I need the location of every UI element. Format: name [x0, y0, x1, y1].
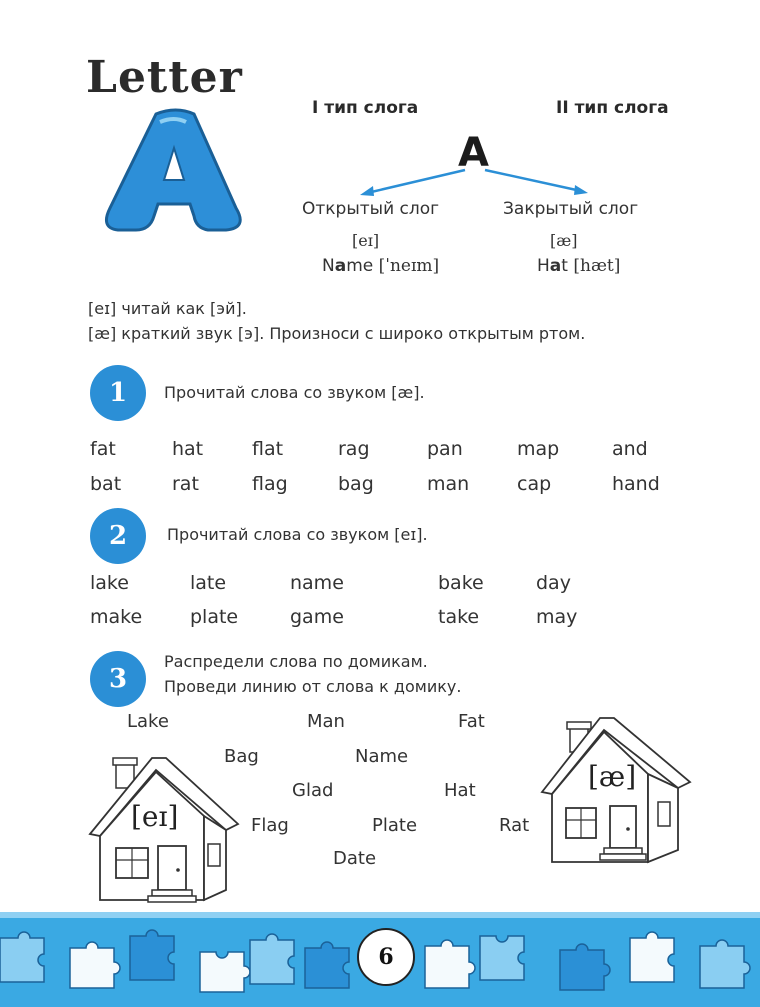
ex1-word: rag — [338, 438, 370, 460]
page-number: 6 — [357, 928, 415, 986]
open-example-pre: N — [322, 256, 335, 276]
closed-example-transcription: [hæt] — [573, 256, 621, 276]
exercise-1-number: 1 — [90, 365, 146, 421]
house-left-label: [eɪ] — [131, 800, 179, 833]
sort-word[interactable]: Name — [355, 746, 409, 767]
sort-word[interactable]: Flag — [251, 815, 289, 836]
house-right-label: [æ] — [588, 760, 637, 793]
page-title: Letter — [86, 52, 243, 103]
ex1-word: flag — [252, 473, 288, 495]
syllable-type-2: II тип слога — [556, 98, 669, 118]
sort-word[interactable]: Date — [333, 848, 377, 869]
exercise-3-instruction-1: Распредели слова по домикам. — [164, 652, 428, 671]
exercise-1-instruction: Прочитай слова со звуком [æ]. — [164, 383, 425, 402]
ex1-word: man — [427, 473, 470, 495]
ex1-word: cap — [517, 473, 552, 495]
ex1-word: hand — [612, 473, 660, 495]
rule-ei: [eɪ] читай как [эй]. — [88, 299, 247, 318]
sort-word[interactable]: Glad — [292, 780, 334, 801]
ex2-word: game — [290, 606, 344, 628]
syllable-arrows — [355, 165, 595, 200]
ex2-word: may — [536, 606, 578, 628]
closed-syllable-label: Закрытый слог — [503, 199, 639, 219]
exercise-3-number: 3 — [90, 651, 146, 707]
closed-example-vowel: a — [549, 256, 562, 276]
ex1-word: bat — [90, 473, 122, 495]
ex1-word: fat — [90, 438, 116, 460]
ex2-word: lake — [90, 572, 129, 594]
sort-word[interactable]: Rat — [499, 815, 530, 836]
exercise-3-instruction-2: Проведи линию от слова к домику. — [164, 677, 462, 696]
sort-word[interactable]: Lake — [127, 711, 169, 732]
open-example-post: me — [346, 256, 374, 276]
sort-word[interactable]: Plate — [372, 815, 418, 836]
ex2-word: late — [190, 572, 227, 594]
exercise-2-number: 2 — [90, 508, 146, 564]
center-letter: A — [458, 130, 489, 176]
sort-word[interactable]: Hat — [444, 780, 476, 801]
ex2-word: day — [536, 572, 571, 594]
ex2-word: name — [290, 572, 344, 594]
ex2-word: bake — [438, 572, 484, 594]
exercise-2-instruction: Прочитай слова со звуком [eɪ]. — [167, 525, 428, 544]
closed-example-post: t — [561, 256, 568, 276]
open-transcription: [eɪ] — [352, 231, 380, 250]
open-example-transcription: [ˈneɪm] — [378, 256, 440, 276]
syllable-type-1: I тип слога — [312, 98, 419, 118]
ex2-word: plate — [190, 606, 239, 628]
ex2-word: make — [90, 606, 143, 628]
rule-ae: [æ] краткий звук [э]. Произноси с широко открытым ртом. — [88, 324, 586, 343]
closed-example-pre: H — [537, 256, 550, 276]
ex1-word: rat — [172, 473, 199, 495]
sort-word[interactable]: Bag — [224, 746, 259, 767]
ex1-word: pan — [427, 438, 463, 460]
ex1-word: hat — [172, 438, 204, 460]
ex1-word: and — [612, 438, 648, 460]
open-example — [322, 256, 439, 276]
sort-word[interactable]: Fat — [458, 711, 485, 732]
closed-example — [537, 256, 620, 276]
closed-transcription: [æ] — [550, 231, 578, 250]
sort-word[interactable]: Man — [307, 711, 345, 732]
open-syllable-label: Открытый слог — [302, 199, 440, 219]
ex1-word: flat — [252, 438, 284, 460]
open-example-vowel: a — [334, 256, 347, 276]
big-letter-a-graphic — [98, 108, 252, 236]
ex1-word: bag — [338, 473, 374, 495]
ex1-word: map — [517, 438, 560, 460]
ex2-word: take — [438, 606, 480, 628]
